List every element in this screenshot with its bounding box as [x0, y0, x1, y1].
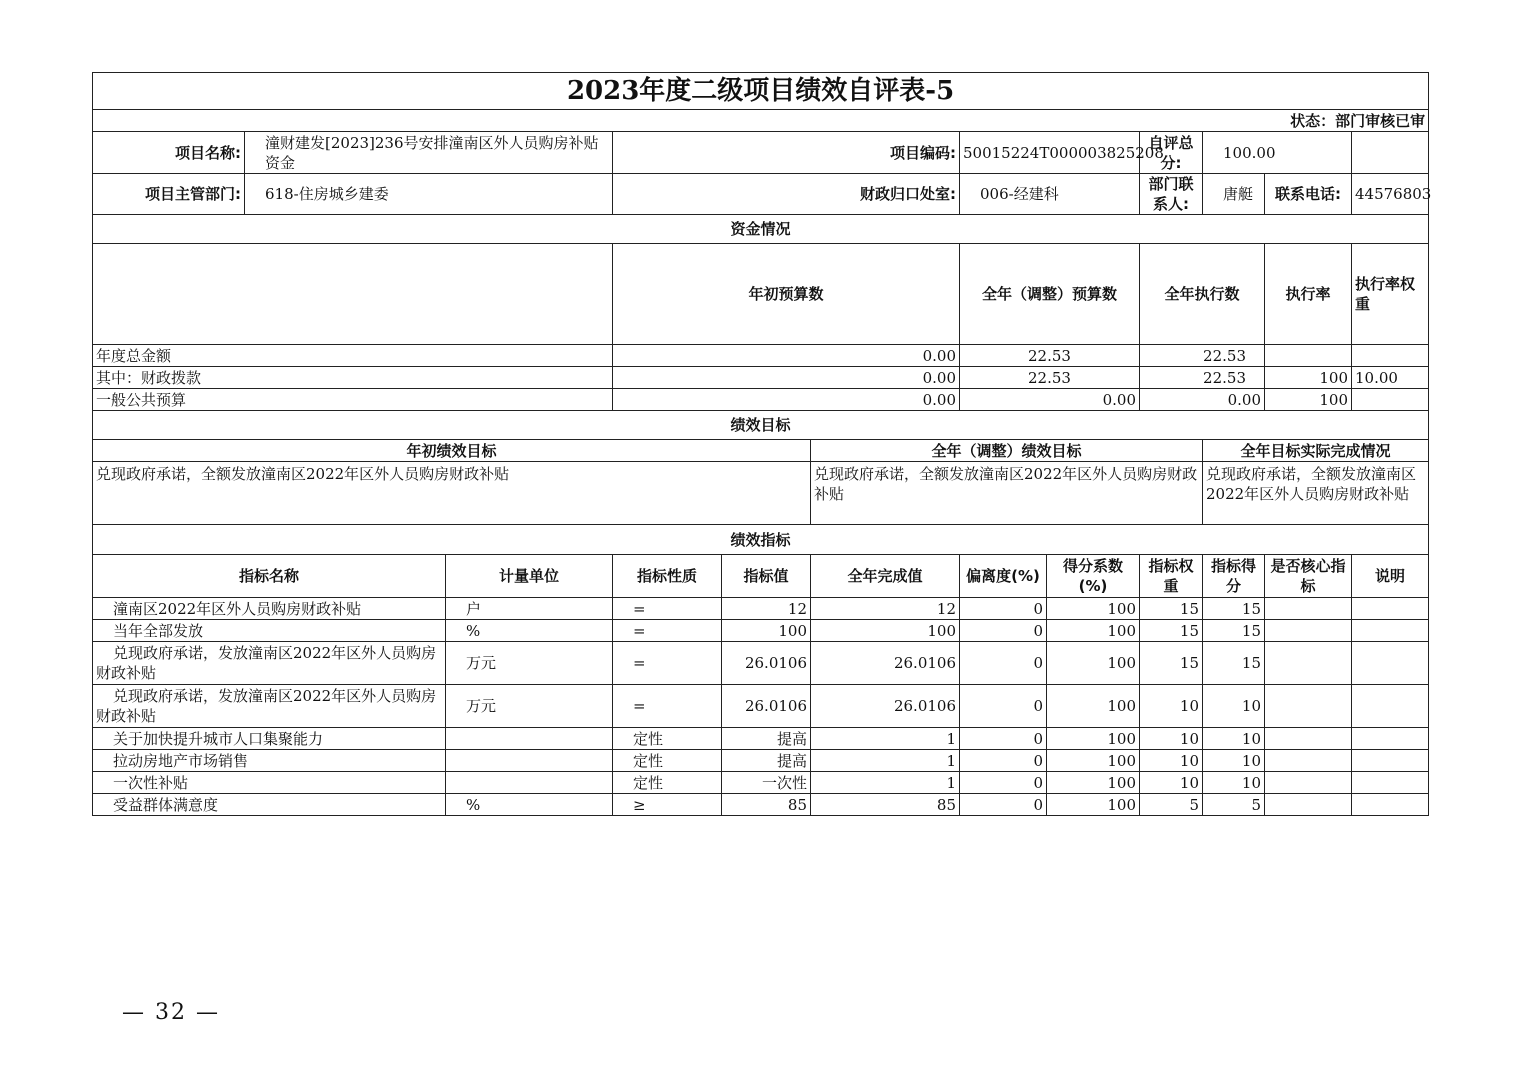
ind-unit — [446, 728, 613, 750]
ind-unit: 户 — [446, 598, 613, 620]
funds-row-label: 其中：财政拨款 — [93, 367, 613, 389]
table-row — [93, 598, 1429, 620]
ind-weight: 10 — [1140, 750, 1203, 772]
project-name-label: 项目名称: — [93, 132, 245, 174]
ind-deviation: 0 — [960, 620, 1047, 642]
empty-cell — [1352, 132, 1429, 174]
funds-executed: 0.00 — [1140, 389, 1265, 411]
goal-initial-text: 兑现政府承诺，全额发放潼南区2022年区外人员购房财政补贴 — [93, 462, 811, 525]
ind-nature: 定性 — [613, 772, 722, 794]
ind-core — [1265, 750, 1352, 772]
ind-note — [1352, 642, 1429, 685]
contact-value: 唐艇 — [1203, 174, 1265, 215]
ind-coefficient: 100 — [1047, 728, 1140, 750]
ind-header-weight: 指标权重 — [1140, 555, 1203, 598]
ind-coefficient: 100 — [1047, 794, 1140, 816]
form-title: 2023年度二级项目绩效自评表-5 — [93, 73, 1429, 110]
ind-target: 提高 — [722, 750, 811, 772]
ind-score: 5 — [1203, 794, 1265, 816]
ind-header-note: 说明 — [1352, 555, 1429, 598]
ind-unit — [446, 750, 613, 772]
ind-header-coefficient: 得分系数(%) — [1047, 555, 1140, 598]
ind-score: 10 — [1203, 772, 1265, 794]
ind-coefficient: 100 — [1047, 642, 1140, 685]
funds-rate — [1265, 345, 1352, 367]
ind-coefficient: 100 — [1047, 598, 1140, 620]
table-row — [93, 728, 1429, 750]
goals-section-title: 绩效目标 — [93, 411, 1429, 440]
funds-row — [93, 389, 1429, 411]
ind-actual: 1 — [811, 772, 960, 794]
ind-target: 提高 — [722, 728, 811, 750]
funds-adjusted: 0.00 — [960, 389, 1140, 411]
ind-name: 当年全部发放 — [93, 620, 446, 642]
table-row — [93, 642, 1429, 685]
ind-name: 潼南区2022年区外人员购房财政补贴 — [93, 598, 446, 620]
funds-rate-weight — [1352, 389, 1429, 411]
ind-header-core: 是否核心指标 — [1265, 555, 1352, 598]
funds-header-rate-weight: 执行率权重 — [1352, 244, 1429, 345]
ind-deviation: 0 — [960, 794, 1047, 816]
ind-core — [1265, 598, 1352, 620]
ind-target: 一次性 — [722, 772, 811, 794]
funds-rate-weight — [1352, 345, 1429, 367]
ind-coefficient: 100 — [1047, 772, 1140, 794]
funds-header-initial: 年初预算数 — [613, 244, 960, 345]
ind-note — [1352, 598, 1429, 620]
ind-name: 一次性补贴 — [93, 772, 446, 794]
funds-section-title: 资金情况 — [93, 215, 1429, 244]
ind-deviation: 0 — [960, 772, 1047, 794]
ind-actual: 26.0106 — [811, 685, 960, 728]
ind-weight: 15 — [1140, 598, 1203, 620]
evaluation-form — [92, 72, 1432, 816]
ind-name: 拉动房地产市场销售 — [93, 750, 446, 772]
ind-core — [1265, 772, 1352, 794]
ind-header-unit: 计量单位 — [446, 555, 613, 598]
ind-weight: 10 — [1140, 685, 1203, 728]
ind-deviation: 0 — [960, 728, 1047, 750]
ind-actual: 85 — [811, 794, 960, 816]
finance-office-value: 006-经建科 — [960, 174, 1140, 215]
ind-note — [1352, 772, 1429, 794]
ind-header-score: 指标得分 — [1203, 555, 1265, 598]
goals-header-actual: 全年目标实际完成情况 — [1203, 440, 1429, 462]
status-text: 状态：部门审核已审 — [93, 110, 1429, 132]
funds-row-label: 一般公共预算 — [93, 389, 613, 411]
ind-name: 兑现政府承诺，发放潼南区2022年区外人员购房财政补贴 — [93, 642, 446, 685]
ind-target: 85 — [722, 794, 811, 816]
ind-target: 12 — [722, 598, 811, 620]
table-row — [93, 750, 1429, 772]
ind-score: 10 — [1203, 728, 1265, 750]
ind-actual: 26.0106 — [811, 642, 960, 685]
ind-note — [1352, 794, 1429, 816]
ind-nature: = — [613, 620, 722, 642]
project-code-label: 项目编码: — [613, 132, 960, 174]
ind-core — [1265, 642, 1352, 685]
finance-office-label: 财政归口处室: — [613, 174, 960, 215]
ind-nature: 定性 — [613, 750, 722, 772]
funds-row-label: 年度总金额 — [93, 345, 613, 367]
ind-note — [1352, 620, 1429, 642]
ind-deviation: 0 — [960, 598, 1047, 620]
project-name-value: 潼财建发[2023]236号安排潼南区外人员购房补贴资金 — [245, 132, 613, 174]
ind-header-deviation: 偏离度(%) — [960, 555, 1047, 598]
ind-target: 26.0106 — [722, 642, 811, 685]
table-row — [93, 685, 1429, 728]
funds-adjusted: 22.53 — [960, 345, 1140, 367]
ind-actual: 12 — [811, 598, 960, 620]
ind-name: 兑现政府承诺，发放潼南区2022年区外人员购房财政补贴 — [93, 685, 446, 728]
ind-coefficient: 100 — [1047, 750, 1140, 772]
ind-header-actual: 全年完成值 — [811, 555, 960, 598]
funds-row — [93, 345, 1429, 367]
ind-score: 15 — [1203, 620, 1265, 642]
ind-score: 10 — [1203, 685, 1265, 728]
ind-weight: 15 — [1140, 620, 1203, 642]
ind-unit: % — [446, 620, 613, 642]
funds-executed: 22.53 — [1140, 345, 1265, 367]
ind-note — [1352, 728, 1429, 750]
ind-unit: % — [446, 794, 613, 816]
ind-nature: 定性 — [613, 728, 722, 750]
ind-header-nature: 指标性质 — [613, 555, 722, 598]
self-score-label: 自评总分: — [1140, 132, 1203, 174]
funds-header-adjusted: 全年（调整）预算数 — [960, 244, 1140, 345]
ind-name: 受益群体满意度 — [93, 794, 446, 816]
funds-initial: 0.00 — [613, 345, 960, 367]
funds-rate: 100 — [1265, 367, 1352, 389]
indicators-section-title: 绩效指标 — [93, 525, 1429, 555]
ind-core — [1265, 728, 1352, 750]
funds-row — [93, 367, 1429, 389]
table-row — [93, 620, 1429, 642]
funds-header-blank — [93, 244, 613, 345]
phone-label: 联系电话: — [1265, 174, 1352, 215]
ind-score: 15 — [1203, 598, 1265, 620]
ind-actual: 1 — [811, 750, 960, 772]
ind-deviation: 0 — [960, 685, 1047, 728]
ind-score: 15 — [1203, 642, 1265, 685]
goals-header-adjusted: 全年（调整）绩效目标 — [811, 440, 1203, 462]
goals-header-initial: 年初绩效目标 — [93, 440, 811, 462]
ind-core — [1265, 620, 1352, 642]
funds-executed: 22.53 — [1140, 367, 1265, 389]
project-code-value: 50015224T000003825208 — [960, 132, 1140, 174]
ind-name: 关于加快提升城市人口集聚能力 — [93, 728, 446, 750]
goal-adjusted-text: 兑现政府承诺，全额发放潼南区2022年区外人员购房财政补贴 — [811, 462, 1203, 525]
ind-score: 10 — [1203, 750, 1265, 772]
ind-coefficient: 100 — [1047, 685, 1140, 728]
ind-note — [1352, 750, 1429, 772]
ind-core — [1265, 794, 1352, 816]
ind-core — [1265, 685, 1352, 728]
page-number: — 32 — — [122, 1000, 220, 1025]
ind-nature: = — [613, 598, 722, 620]
dept-value: 618-住房城乡建委 — [245, 174, 613, 215]
funds-rate-weight: 10.00 — [1352, 367, 1429, 389]
ind-unit — [446, 772, 613, 794]
funds-header-rate: 执行率 — [1265, 244, 1352, 345]
ind-nature: ≥ — [613, 794, 722, 816]
ind-deviation: 0 — [960, 642, 1047, 685]
contact-label: 部门联系人: — [1140, 174, 1203, 215]
ind-weight: 10 — [1140, 772, 1203, 794]
funds-initial: 0.00 — [613, 389, 960, 411]
ind-unit: 万元 — [446, 642, 613, 685]
funds-adjusted: 22.53 — [960, 367, 1140, 389]
self-score-value: 100.00 — [1203, 132, 1352, 174]
dept-label: 项目主管部门: — [93, 174, 245, 215]
ind-target: 100 — [722, 620, 811, 642]
ind-target: 26.0106 — [722, 685, 811, 728]
ind-weight: 5 — [1140, 794, 1203, 816]
ind-header-target: 指标值 — [722, 555, 811, 598]
table-row — [93, 772, 1429, 794]
ind-nature: = — [613, 685, 722, 728]
table-row — [93, 794, 1429, 816]
ind-actual: 100 — [811, 620, 960, 642]
ind-actual: 1 — [811, 728, 960, 750]
ind-weight: 15 — [1140, 642, 1203, 685]
ind-nature: = — [613, 642, 722, 685]
phone-value: 44576803 — [1352, 174, 1429, 215]
funds-header-executed: 全年执行数 — [1140, 244, 1265, 345]
funds-rate: 100 — [1265, 389, 1352, 411]
goal-actual-text: 兑现政府承诺，全额发放潼南区2022年区外人员购房财政补贴 — [1203, 462, 1429, 525]
ind-header-name: 指标名称 — [93, 555, 446, 598]
ind-deviation: 0 — [960, 750, 1047, 772]
funds-initial: 0.00 — [613, 367, 960, 389]
ind-coefficient: 100 — [1047, 620, 1140, 642]
ind-unit: 万元 — [446, 685, 613, 728]
ind-weight: 10 — [1140, 728, 1203, 750]
ind-note — [1352, 685, 1429, 728]
